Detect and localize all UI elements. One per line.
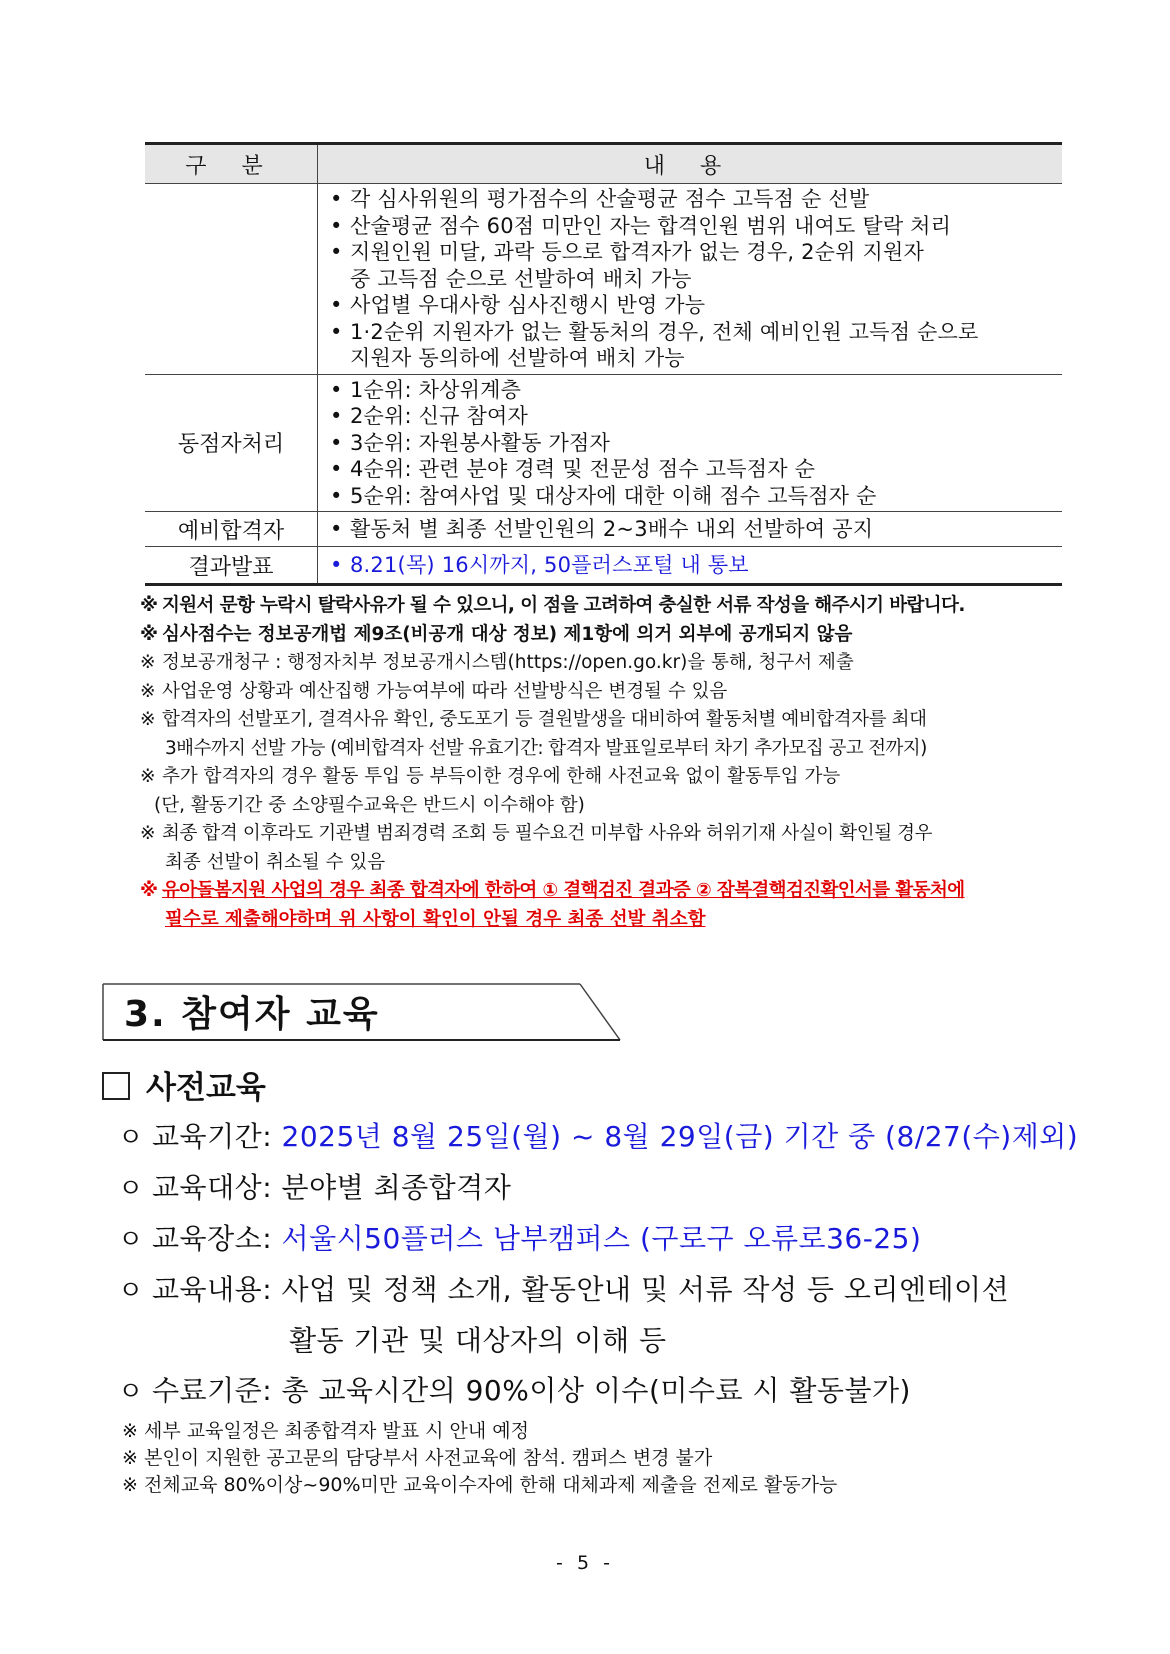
note: ※ 사업운영 상황과 예산집행 가능여부에 따라 선발방식은 변경될 수 있음 <box>140 680 728 702</box>
note: ※ 합격자의 선발포기, 결격사유 확인, 중도포기 등 결원발생을 대비하여 활동처별 예비합격자를 최대 <box>140 709 927 730</box>
list-item: • 8.21(목) 16시까지, 50플러스포털 내 통보 <box>328 552 1062 579</box>
note: ※ 정보공개청구 : 행정자치부 정보공개시스템(https://open.go.kr)을 통해, 청구서 제출 <box>140 652 854 673</box>
list-item: • 활동처 별 최종 선발인원의 2~3배수 내외 선발하여 공지 <box>328 516 1062 543</box>
warning-note-continued: 필수로 제출해야하며 위 사항이 확인이 안될 경우 최종 선발 취소함 <box>165 908 706 930</box>
list-item: • 2순위: 신규 참여자 <box>328 403 1062 430</box>
header-category: 구 분 <box>145 144 318 184</box>
checkbox-square-icon <box>102 1072 130 1100</box>
list-item: • 5순위: 참여사업 및 대상자에 대한 이해 점수 고득점자 순 <box>328 483 1062 510</box>
notes-section <box>140 592 1070 934</box>
list-item: • 1·2순위 지원자가 없는 활동처의 경우, 전체 예비인원 고득점 순으로 지원자 동의하에 선발하여 배치 가능 <box>328 319 1062 372</box>
header-content: 내 용 <box>318 144 1063 184</box>
note-continued: 최종 선발이 취소될 수 있음 <box>165 851 386 873</box>
list-item: • 산술평균 점수 60점 미만인 자는 합격인원 범위 내여도 탈락 처리 <box>328 213 1062 240</box>
list-item: • 4순위: 관련 분야 경력 및 전문성 점수 고득점자 순 <box>328 456 1062 483</box>
list-item: • 각 심사위원의 평가점수의 산술평균 점수 고득점 순 선발 <box>328 186 1062 213</box>
section-title-text: 3. 참여자 교육 <box>124 994 380 1035</box>
result-content <box>318 547 1063 585</box>
list-item: • 1순위: 차상위계층 <box>328 377 1062 404</box>
note: ※ 심사점수는 정보공개법 제9조(비공개 대상 정보) 제1항에 의거 외부에 공개되지 않음 <box>140 623 853 645</box>
list-item: ㅇ 교육기간: 2025년 8월 25일(월) ~ 8월 29일(금) 기간 중 (8/27(수)제외) <box>118 1120 1079 1153</box>
list-item: • 사업별 우대사항 심사진행시 반영 가능 <box>328 292 1062 319</box>
note: ※ 최종 합격 이후라도 기관별 범죄경력 조회 등 필수요건 미부합 사유와 허위기재 사실이 확인될 경우 <box>140 823 933 844</box>
selection-content <box>318 184 1063 375</box>
list-item: ㅇ 교육장소: 서울시50플러스 남부캠퍼스 (구로구 오류로36-25) <box>118 1222 922 1255</box>
footnote: ※ 세부 교육일정은 최종합격자 발표 시 안내 예정 <box>122 1420 529 1442</box>
list-item: ㅇ 교육내용: 사업 및 정책 소개, 활동안내 및 서류 작성 등 오리엔테이션 <box>118 1273 1010 1306</box>
page-number: - 5 - <box>556 1552 614 1574</box>
list-item: ㅇ 교육대상: 분야별 최종합격자 <box>118 1171 512 1204</box>
note-continued: (단, 활동기간 중 소양필수교육은 반드시 이수해야 함) <box>154 794 585 816</box>
note-continued: 3배수까지 선발 가능 (예비합격자 선발 유효기간: 합격자 발표일로부터 차기 추가모집 공고 전까지) <box>165 737 927 759</box>
tie-category: 동점자처리 <box>145 374 318 512</box>
education-list <box>118 1112 1078 1417</box>
selection-criteria-table <box>145 142 1062 586</box>
note: ※ 지원서 문항 누락시 탈락사유가 될 수 있으니, 이 점을 고려하여 충실한 서류 작성을 해주시기 바랍니다. <box>140 595 965 616</box>
list-item: ㅇ 수료기준: 총 교육시간의 90%이상 이수(미수료 시 활동불가) <box>118 1374 911 1407</box>
result-category: 결과발표 <box>145 547 318 585</box>
reserve-category: 예비합격자 <box>145 512 318 547</box>
section-title <box>102 982 622 1042</box>
footnotes <box>122 1418 837 1499</box>
note: ※ 추가 합격자의 경우 활동 투입 등 부득이한 경우에 한해 사전교육 없이 활동투입 가능 <box>140 766 841 787</box>
tie-content <box>318 374 1063 512</box>
list-item: • 3순위: 자원봉사활동 가점자 <box>328 430 1062 457</box>
footnote: ※ 전체교육 80%이상~90%미만 교육이수자에 한해 대체과제 제출을 전제로 활동가능 <box>122 1474 838 1496</box>
reserve-content <box>318 512 1063 547</box>
list-item-continued: 활동 기관 및 대상자의 이해 등 <box>289 1324 667 1357</box>
footnote: ※ 본인이 지원한 공고문의 담당부서 사전교육에 참석. 캠퍼스 변경 불가 <box>122 1447 713 1469</box>
selection-category <box>145 184 318 375</box>
warning-note: ※ 유아돌봄지원 사업의 경우 최종 합격자에 한하여 ① 결핵검진 결과증 ② 잠복결핵검진확인서를 활동처에 <box>140 880 965 901</box>
list-item: • 지원인원 미달, 과락 등으로 합격자가 없는 경우, 2순위 지원자 중 고득점 순으로 선발하여 배치 가능 <box>328 239 1062 292</box>
subsection-title: 사전교육 <box>102 1062 266 1107</box>
